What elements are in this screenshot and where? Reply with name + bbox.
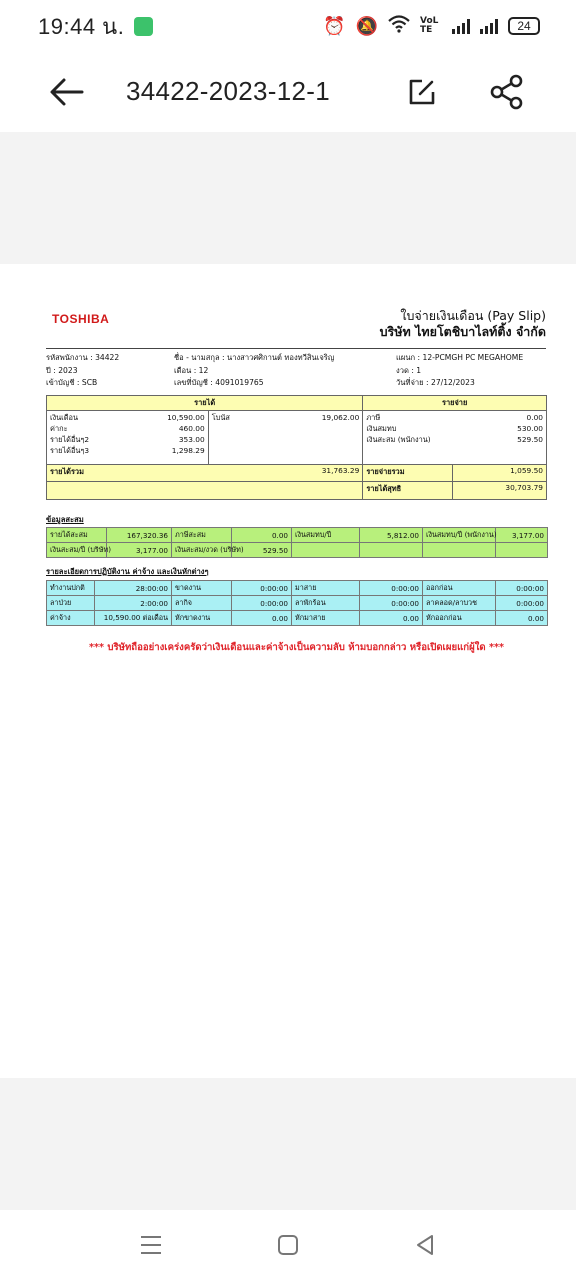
- app-notification-icon: [134, 17, 153, 36]
- total-income-value: 31,763.29: [208, 465, 363, 482]
- total-income-label: รายได้รวม: [47, 465, 209, 482]
- deduct-label: เงินสะสม (พนักงาน): [366, 435, 431, 444]
- work-cell: 10,590.00 ต่อเดือน: [95, 611, 172, 626]
- accum-cell: 3,177.00: [107, 543, 172, 558]
- volte-icon: VoLTE: [420, 16, 439, 35]
- work-cell: 0.00: [232, 611, 292, 626]
- menu-icon[interactable]: [140, 1234, 162, 1260]
- work-cell: ทำงานปกติ: [47, 581, 95, 596]
- status-bar: [0, 0, 576, 52]
- work-cell: ออกก่อน: [423, 581, 496, 596]
- total-deduct-value: 1,059.50: [453, 465, 547, 482]
- work-detail-table: [46, 580, 548, 626]
- account-number: เลขที่บัญชี : 4091019765: [174, 378, 264, 388]
- department: แผนก : 12-PCMGH PC MEGAHOME: [396, 353, 524, 362]
- deduction-header: รายจ่าย: [363, 396, 547, 411]
- deduct-label: เงินสมทบ: [366, 424, 397, 433]
- work-cell: หักขาดงาน: [172, 611, 232, 626]
- accum-cell: รายได้สะสม: [47, 528, 107, 543]
- accum-cell: 167,320.36: [107, 528, 172, 543]
- income-label: รายได้อื่นๆ2: [50, 435, 90, 444]
- accum-cell: 529.50: [232, 543, 292, 558]
- income-value: 10,590.00: [167, 413, 205, 422]
- signal-2-icon: [480, 18, 498, 34]
- pay-date: วันที่จ่าย : 27/12/2023: [396, 378, 475, 388]
- accum-cell: เงินสมทบ/ปี: [292, 528, 360, 543]
- accum-cell-empty: [360, 543, 423, 558]
- work-detail-label: รายละเอียดการปฏิบัติงาน ค่าจ้าง และเงินหักต่างๆ: [46, 567, 209, 576]
- accum-cell: ภาษีสะสม: [172, 528, 232, 543]
- work-cell: 0.00: [496, 611, 548, 626]
- status-time: 19:44 น.: [38, 13, 125, 39]
- deduct-label: ภาษี: [366, 413, 381, 422]
- deduct-labels: [363, 411, 453, 465]
- total-deduct-label: รายจ่ายรวม: [363, 465, 453, 482]
- income-value: 1,298.29: [171, 446, 205, 455]
- work-cell: 2:00:00: [95, 596, 172, 611]
- accum-cell: 5,812.00: [360, 528, 423, 543]
- bank: เข้าบัญชี : SCB: [46, 378, 98, 388]
- bonus-cell: [208, 411, 363, 465]
- signal-1-icon: [452, 18, 470, 34]
- work-cell: 0:00:00: [232, 581, 292, 596]
- work-cell: 0:00:00: [360, 581, 423, 596]
- work-cell: 0:00:00: [360, 596, 423, 611]
- system-nav-bar: [0, 1210, 576, 1280]
- deduct-value: 0.00: [526, 413, 543, 422]
- net-value: 30,703.79: [453, 482, 547, 500]
- info-col-2: [174, 352, 334, 390]
- deduct-value: 529.50: [517, 435, 543, 444]
- income-labels: [47, 411, 109, 465]
- income-value: 353.00: [178, 435, 205, 444]
- slip-title-line2: บริษัท ไทยโตชิบาไลท์ติ้ง จำกัด: [379, 324, 546, 339]
- battery-icon: 24: [508, 17, 540, 35]
- income-values: [108, 411, 208, 465]
- work-cell: 28:00:00: [95, 581, 172, 596]
- income-label: รายได้อื่นๆ3: [50, 446, 90, 455]
- accum-cell: เงินสะสม/ปี (บริษัท): [47, 543, 107, 558]
- income-label: เงินเดือน: [50, 413, 79, 422]
- bonus-label: โบนัส: [211, 413, 230, 422]
- accumulated-table: [46, 527, 548, 558]
- app-bar: [0, 52, 576, 132]
- work-cell: หักมาสาย: [292, 611, 360, 626]
- back-arrow-icon[interactable]: [46, 74, 90, 110]
- work-cell: ค่าจ้าง: [47, 611, 95, 626]
- net-label: รายได้สุทธิ: [363, 482, 453, 500]
- deduct-values: [453, 411, 547, 465]
- toshiba-logo: TOSHIBA: [52, 312, 110, 326]
- month: เดือน : 12: [174, 365, 209, 375]
- employee-name: ชื่อ - นามสกุล : นางสาวศศิกานต์ ทองทวีสินเจริญ: [174, 353, 335, 362]
- slip-title-line1: ใบจ่ายเงินเดือน (Pay Slip): [400, 308, 546, 323]
- mute-icon: 🔕: [355, 15, 378, 37]
- edit-icon[interactable]: [406, 76, 438, 108]
- income-header: รายได้: [47, 396, 363, 411]
- payslip-page[interactable]: [0, 264, 576, 1078]
- accumulated-label: ข้อมูลสะสม: [46, 515, 84, 524]
- work-cell: ขาดงาน: [172, 581, 232, 596]
- deduct-value: 530.00: [517, 424, 543, 433]
- wifi-icon: [388, 15, 410, 38]
- work-cell: ลากิจ: [172, 596, 232, 611]
- accum-cell-empty: [292, 543, 360, 558]
- accum-cell-empty: [496, 543, 548, 558]
- slip-title: [380, 308, 546, 340]
- work-cell: ลาคลอด/ลาบวช: [423, 596, 496, 611]
- back-icon[interactable]: [414, 1234, 436, 1260]
- accum-cell: 0.00: [232, 528, 292, 543]
- alarm-icon: ⏰: [323, 15, 346, 37]
- income-label: ค่ากะ: [50, 424, 68, 433]
- home-icon[interactable]: [277, 1234, 299, 1260]
- income-deduction-table: [46, 395, 547, 500]
- period: งวด : 1: [396, 365, 422, 375]
- accum-cell: เงินสมทบ/ปี (พนักงาน): [423, 528, 496, 543]
- accum-cell: เงินสะสม/งวด (บริษัท): [172, 543, 232, 558]
- divider: [46, 348, 546, 349]
- net-spacer: [47, 482, 363, 500]
- accum-cell-empty: [423, 543, 496, 558]
- work-cell: 0.00: [360, 611, 423, 626]
- work-cell: 0:00:00: [232, 596, 292, 611]
- share-icon[interactable]: [488, 74, 526, 110]
- status-icons: [323, 15, 540, 38]
- work-cell: มาสาย: [292, 581, 360, 596]
- work-cell: 0:00:00: [496, 581, 548, 596]
- employee-id: รหัสพนักงาน : 34422: [46, 353, 120, 362]
- work-cell: ลาพักร้อน: [292, 596, 360, 611]
- info-col-3: [396, 352, 523, 390]
- bonus-value: 19,062.00: [321, 413, 360, 422]
- accum-cell: 3,177.00: [496, 528, 548, 543]
- viewer-margin-top: [0, 132, 576, 264]
- work-cell: ลาป่วย: [47, 596, 95, 611]
- income-value: 460.00: [178, 424, 205, 433]
- viewer-margin-bottom: [0, 1078, 576, 1210]
- confidential-warning: *** บริษัทถืออย่างเคร่งครัดว่าเงินเดือนและค่าจ้างเป็นความลับ ห้ามบอกกล่าว หรือเปิดเผยแก่ผู้ใด ***: [88, 642, 504, 653]
- document-title: 34422-2023-12-1: [126, 76, 330, 106]
- year: ปี : 2023: [46, 365, 78, 375]
- info-col-1: [46, 352, 119, 390]
- work-cell: 0:00:00: [496, 596, 548, 611]
- work-cell: หักออกก่อน: [423, 611, 496, 626]
